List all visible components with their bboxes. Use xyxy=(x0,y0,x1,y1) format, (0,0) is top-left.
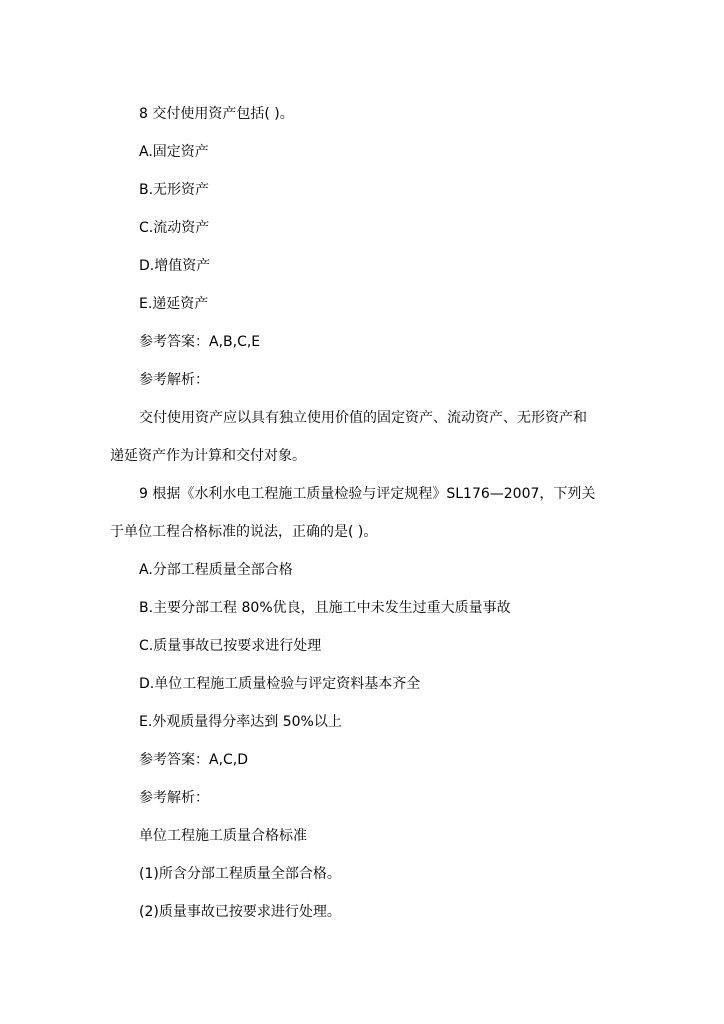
q8-answer: 参考答案：A,B,C,E xyxy=(139,334,261,350)
q9-option-d: D.单位工程施工质量检验与评定资料基本齐全 xyxy=(139,676,421,692)
q9-option-b: B.主要分部工程 80%优良，且施工中未发生过重大质量事故 xyxy=(139,600,511,616)
q9-analysis-line-1: 单位工程施工质量合格标准 xyxy=(139,828,307,844)
q8-stem: 8 交付使用资产包括( )。 xyxy=(139,106,294,122)
q9-stem-line-2: 于单位工程合格标准的说法，正确的是( )。 xyxy=(110,524,378,540)
q8-option-c: C.流动资产 xyxy=(139,220,210,236)
q9-option-c: C.质量事故已按要求进行处理 xyxy=(139,638,322,654)
q8-analysis-line-2: 递延资产作为计算和交付对象。 xyxy=(110,448,306,464)
q8-option-a: A.固定资产 xyxy=(139,144,209,160)
q9-option-e: E.外观质量得分率达到 50%以上 xyxy=(139,714,342,730)
q9-analysis-line-3: (2)质量事故已按要求进行处理。 xyxy=(139,904,341,920)
q9-stem-line-1: 9 根据《水利水电工程施工质量检验与评定规程》SL176—2007，下列关 xyxy=(139,486,596,502)
q8-analysis-line-1: 交付使用资产应以具有独立使用价值的固定资产、流动资产、无形资产和 xyxy=(139,410,587,426)
q8-option-d: D.增值资产 xyxy=(139,258,211,274)
q9-option-a: A.分部工程质量全部合格 xyxy=(139,562,293,578)
q8-option-b: B.无形资产 xyxy=(139,182,210,198)
q8-option-e: E.递延资产 xyxy=(139,296,209,312)
q9-answer: 参考答案：A,C,D xyxy=(139,752,249,768)
q9-analysis-line-2: (1)所含分部工程质量全部合格。 xyxy=(139,866,341,882)
q9-analysis-label: 参考解析： xyxy=(139,790,209,806)
q8-analysis-label: 参考解析： xyxy=(139,372,209,388)
